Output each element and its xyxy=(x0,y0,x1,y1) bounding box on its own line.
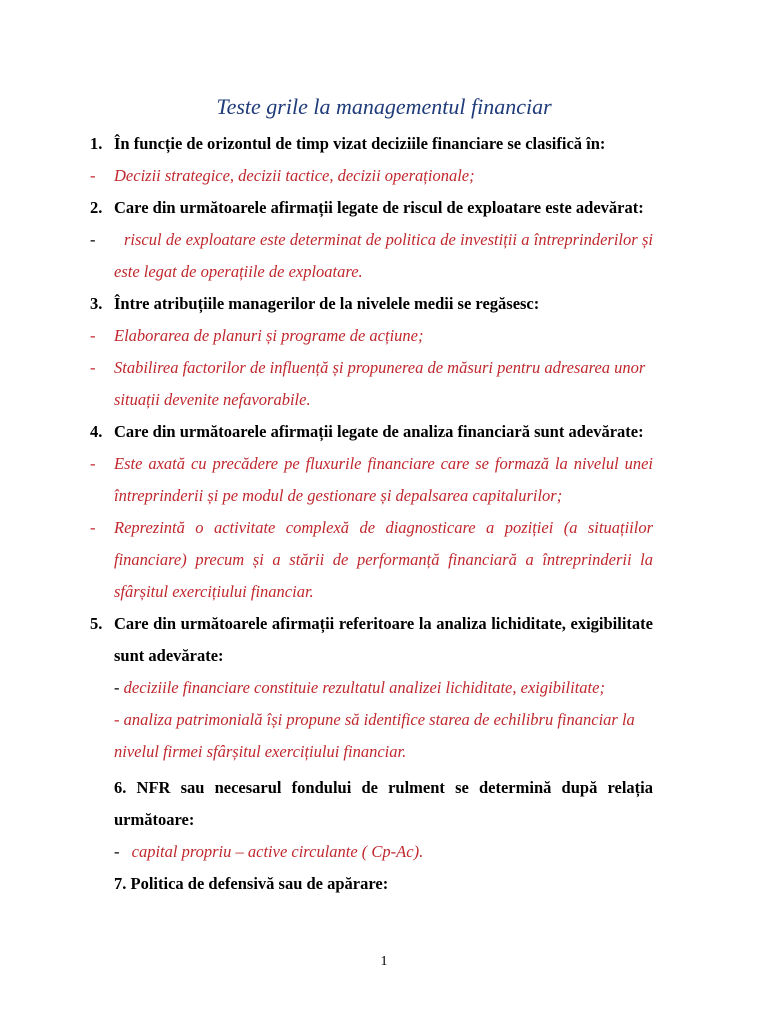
question-5 xyxy=(90,608,653,672)
bullet-dash: - xyxy=(90,166,96,185)
bullet-dash: - xyxy=(90,358,96,377)
question-text: Care din următoarele afirmații legate de analiza financiară sunt adevărate: xyxy=(114,422,644,441)
answer-2 xyxy=(90,224,653,288)
question-1 xyxy=(90,128,653,160)
answer-text: Stabilirea factorilor de influență și propunerea de măsuri pentru adresarea unor situații devenite nefavorabile. xyxy=(114,358,646,409)
question-2 xyxy=(90,192,653,224)
answer-5b xyxy=(90,704,653,768)
page-title: Teste grile la managementul financiar xyxy=(216,94,552,119)
question-number: 5. xyxy=(90,614,103,633)
document-body xyxy=(90,128,653,900)
question-text: 7. Politica de defensivă sau de apărare: xyxy=(114,874,389,893)
bullet-dash: - xyxy=(90,454,96,473)
answer-1 xyxy=(90,160,653,192)
bullet-dash: - xyxy=(114,678,120,697)
question-3 xyxy=(90,288,653,320)
question-text: 6. NFR sau necesarul fondului de rulment se determină după relația următoare: xyxy=(114,778,653,829)
answer-3b xyxy=(90,352,653,416)
bullet-dash: - xyxy=(90,326,96,345)
answer-4b xyxy=(90,512,653,608)
question-number: 2. xyxy=(90,198,103,217)
answer-6 xyxy=(90,836,653,868)
answer-4a xyxy=(90,448,653,512)
answer-text: Elaborarea de planuri și programe de acțiune; xyxy=(114,326,424,345)
bullet-dash: - xyxy=(114,842,120,861)
question-text: Între atribuțiile managerilor de la nivelele medii se regăsesc: xyxy=(114,294,540,313)
question-4 xyxy=(90,416,653,448)
answer-text: capital propriu – active circulante ( Cp-Ac). xyxy=(131,842,424,861)
answer-text: deciziile financiare constituie rezultatul analizei lichiditate, exigibilitate; xyxy=(123,678,605,697)
answer-text: riscul de exploatare este determinat de politica de investiții a întreprinderilor și este legat de operațiile de exploatare. xyxy=(114,230,653,281)
question-number: 4. xyxy=(90,422,103,441)
question-number: 1. xyxy=(90,134,103,153)
answer-text: Este axată cu precădere pe fluxurile financiare care se formază la nivelul unei întreprinderii și pe modul de gestionare și depalsarea capitalurilor; xyxy=(114,454,653,505)
question-number: 3. xyxy=(90,294,103,313)
question-text: În funcție de orizontul de timp vizat deciziile financiare se clasifică în: xyxy=(114,134,606,153)
bullet-dash: - xyxy=(90,230,96,249)
question-6 xyxy=(90,772,653,836)
bullet-dash: - xyxy=(90,518,96,537)
answer-text: Decizii strategice, decizii tactice, decizii operaționale; xyxy=(114,166,475,185)
answer-text: Reprezintă o activitate complexă de diagnosticare a poziției (a situațiilor financiare) precum și a stării de performanță financiară a întreprinderii la sfârșitul exercițiului financiar. xyxy=(114,518,653,601)
question-7 xyxy=(90,868,653,900)
answer-3a xyxy=(90,320,653,352)
page-number: 1 xyxy=(380,954,388,969)
question-text: Care din următoarele afirmații legate de riscul de exploatare este adevărat: xyxy=(114,198,644,217)
answer-5a xyxy=(90,672,653,704)
answer-text: - analiza patrimonială își propune să identifice starea de echilibru financiar la nivelul firmei sfârșitul exercițiului financiar. xyxy=(114,710,635,761)
question-text: Care din următoarele afirmații referitoare la analiza lichiditate, exigibilitate sunt adevărate: xyxy=(114,614,653,665)
